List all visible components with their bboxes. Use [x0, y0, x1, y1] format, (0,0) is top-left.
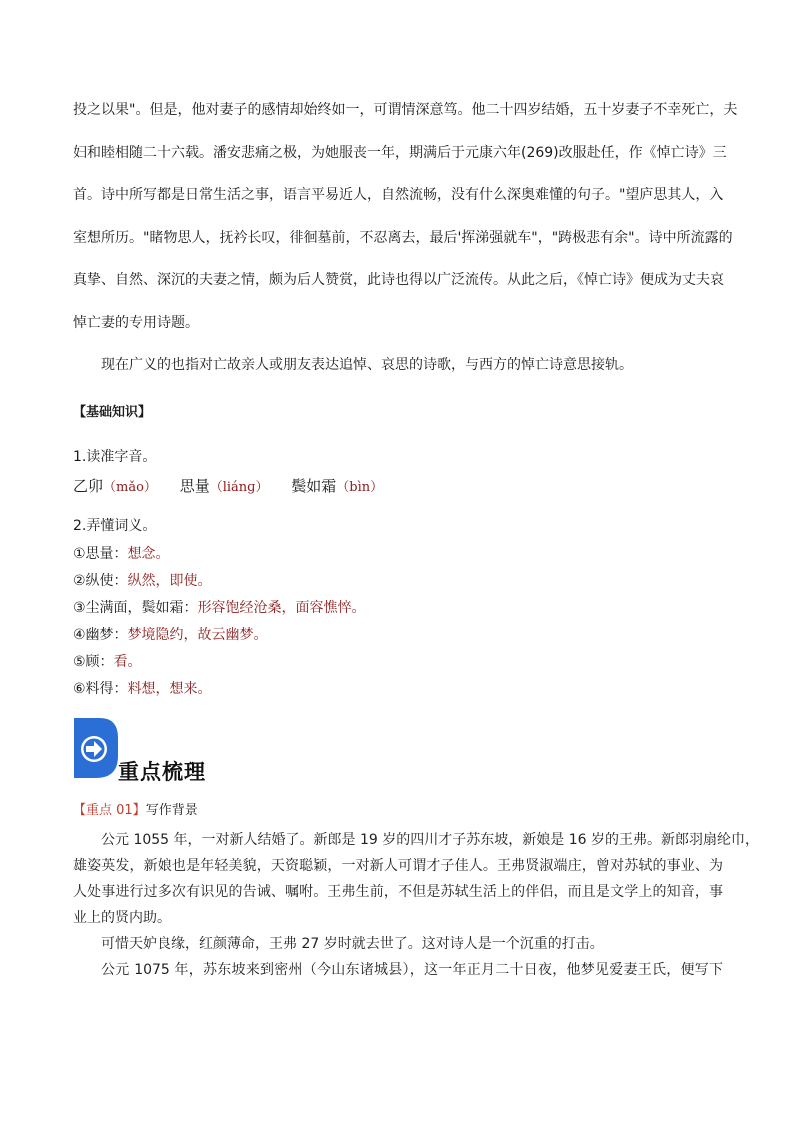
item-2-title: 2.弄懂词义。: [73, 518, 157, 534]
intro-line: 悼亡妻的专用诗题。: [73, 314, 199, 331]
pronunciation-pinyin: （liánɡ）: [209, 480, 269, 495]
body-line: 业上的贤内助。: [73, 910, 171, 926]
intro-line: 室想所历。"睹物思人，抚衿长叹，徘徊墓前，不忍离去，最后'挥涕强就车"，"踌极悲有余"。诗中所流露的: [73, 229, 733, 246]
intro-line: 真挚、自然、深沉的夫妻之情，颇为后人赞赏，此诗也得以广泛流传。从此之后，《悼亡诗》便成为丈夫哀: [73, 272, 724, 288]
keypoint-heading: [73, 801, 198, 821]
body-line: 雄姿英发，新娘也是年轻美貌，天资聪颖，一对新人可谓才子佳人。王弗贤淑端庄，曾对苏轼的事业、为: [73, 858, 723, 874]
definition-meaning: 形容饱经沧桑，面容憔悴。: [197, 600, 366, 616]
keypoint-title: 写作背景: [145, 803, 198, 818]
definition-item: [73, 625, 366, 652]
definition-term: ②纵使：: [73, 573, 128, 589]
body-line: 可惜天妒良缘，红颜薄命，王弗 27 岁时就去世了。这对诗人是一个沉重的打击。: [101, 936, 604, 952]
definition-meaning: 想念。: [127, 546, 170, 562]
pronunciation-word: 思量: [179, 477, 210, 495]
definition-item: [73, 598, 366, 625]
definition-meaning: 纵然，即使。: [127, 573, 212, 589]
definition-term: ⑤顾：: [73, 654, 114, 670]
definition-meaning: 料想，想来。: [127, 681, 212, 697]
pronunciation-word: 乙卯: [73, 477, 104, 495]
definition-item: [73, 652, 366, 679]
definition-term: ①思量：: [73, 546, 128, 562]
pronunciation-pinyin: （bìn）: [336, 480, 384, 495]
keypoint-label: 【重点 01】: [73, 803, 146, 818]
intro-line: 首。诗中所写都是日常生活之事，语言平易近人，自然流畅，没有什么深奥难懂的句子。"望庐思其人，入: [73, 187, 724, 203]
intro-paragraph-2: 现在广义的也指对亡故亲人或朋友表达追悼、哀思的诗歌，与西方的悼亡诗意思接轨。: [101, 357, 633, 373]
definition-meaning: 梦境隐约，故云幽梦。: [127, 627, 268, 643]
basic-knowledge-heading: 【基础知识】: [73, 405, 152, 420]
pronunciation-entry: [73, 477, 157, 495]
pronunciation-pinyin: （mǎo）: [103, 480, 157, 495]
pronunciation-word: 鬓如霜: [291, 477, 337, 495]
definition-item: [73, 679, 366, 706]
pronunciation-row: [73, 475, 401, 499]
key-points-banner: [72, 716, 232, 786]
arrow-right-badge-icon: [72, 716, 120, 780]
definition-term: ③尘满面，鬓如霜：: [73, 600, 198, 616]
definition-item: [73, 571, 366, 598]
intro-line: 妇和睦相随二十六载。潘安悲痛之极，为她服丧一年，期满后于元康六年(269)改服赴任，作《悼亡诗》三: [73, 144, 727, 161]
definition-item: [73, 544, 366, 571]
keypoint-body: [73, 830, 759, 986]
definition-meaning: 看。: [113, 654, 142, 670]
basic-knowledge-section: [73, 403, 723, 423]
pronunciation-entry: [180, 477, 269, 495]
item-1-title: 1.读准字音。: [73, 449, 157, 465]
body-line: 人处事进行过多次有识见的告诫、嘱咐。王弗生前，不但是苏轼生活上的伴侣，而且是文学上的知音，事: [73, 884, 723, 900]
body-line: 公元 1075 年，苏东坡来到密州（今山东诸城县），这一年正月二十日夜，他梦见爱妻王氏，便写下: [101, 962, 723, 978]
intro-section: [73, 100, 738, 375]
definitions-list: [73, 544, 366, 706]
definition-term: ④幽梦：: [73, 627, 128, 643]
intro-line: 投之以果"。但是，他对妻子的感情却始终如一，可谓情深意笃。他二十四岁结婚，五十岁妻子不幸死亡，夫: [73, 102, 738, 118]
key-points-title: 重点梳理: [118, 759, 206, 784]
definition-term: ⑥料得：: [73, 681, 128, 697]
body-line: 公元 1055 年，一对新人结婚了。新郎是 19 岁的四川才子苏东坡，新娘是 16 岁的王弗。新郎羽扇纶巾，: [101, 832, 759, 848]
pronunciation-entry: [291, 477, 383, 495]
